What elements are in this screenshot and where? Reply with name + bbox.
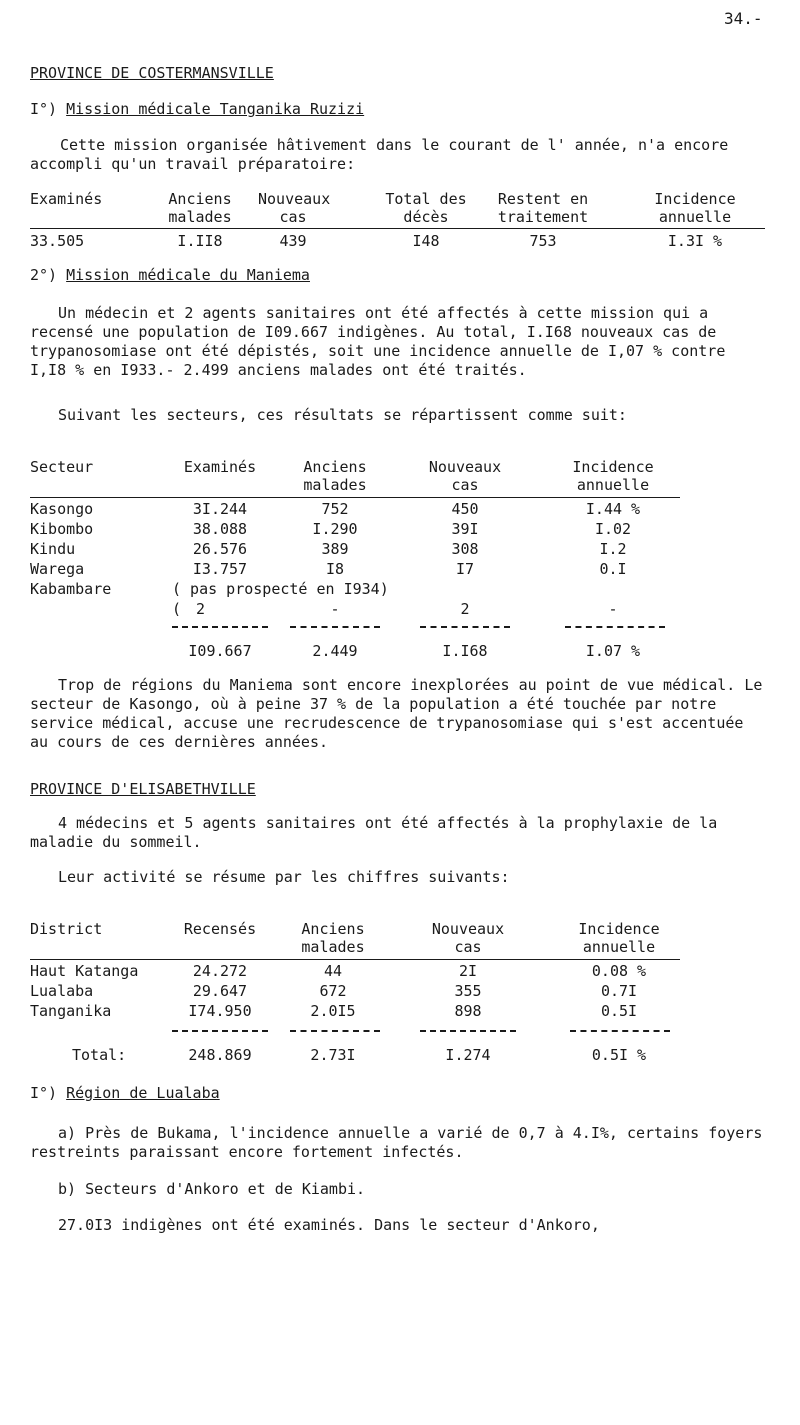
elisabethville-paragraph-2: Leur activité se résume par les chiffres suivants: bbox=[58, 868, 510, 886]
cell-incidence: I.44 % bbox=[585, 500, 641, 518]
mission-1-number: I°) bbox=[30, 100, 58, 118]
cell-examines: 33.505 bbox=[30, 232, 85, 250]
cell-incidence: 0.5I bbox=[600, 1002, 638, 1020]
total-nouveaux: I.I68 bbox=[442, 642, 488, 660]
cell-incidence: I.3I % bbox=[667, 232, 723, 250]
divider bbox=[290, 626, 380, 628]
mission-2-paragraph-1: Un médecin et 2 agents sanitaires ont été affectés à cette mission qui a recensé une population de I09.667 indigènes. Au total, I.I68 nouveaux cas de trypanosomiase ont été dépistés, soit une incidence annuelle de I,07 % contre I,I8 % en I933.- 2.499 anciens malades ont été traités. bbox=[30, 304, 726, 379]
col-header-examines: Examinés bbox=[30, 190, 103, 208]
cell-nouveaux: 450 bbox=[451, 500, 479, 518]
cell-anciens: I.II8 bbox=[177, 232, 223, 250]
col-header-restent-traitement: Restent en traitement bbox=[497, 190, 589, 226]
col-header-incidence: Incidence annuelle bbox=[578, 920, 660, 956]
cell-anciens: 44 bbox=[323, 962, 343, 980]
cell-examines: I3.757 bbox=[192, 560, 248, 578]
total-nouveaux: I.274 bbox=[445, 1046, 491, 1064]
mission-2-heading bbox=[30, 266, 310, 284]
kabambare-paren: ( bbox=[172, 600, 182, 618]
cell-district: Haut Katanga bbox=[30, 962, 139, 980]
col-header-incidence: Incidence annuelle bbox=[654, 190, 736, 226]
cell-anciens: I8 bbox=[325, 560, 345, 578]
region-heading bbox=[30, 1084, 220, 1102]
cell-examines: 2 bbox=[196, 600, 206, 618]
cell-secteur: Warega bbox=[30, 560, 85, 578]
divider bbox=[420, 626, 510, 628]
cell-anciens: 2.0I5 bbox=[310, 1002, 356, 1020]
cell-nouveaux: 439 bbox=[279, 232, 307, 250]
col-header-nouveaux-cas: Nouveaux cas bbox=[428, 458, 502, 494]
mission-1-title: Mission médicale Tanganika Ruzizi bbox=[66, 100, 365, 118]
col-header-total-deces: Total des décès bbox=[385, 190, 467, 226]
col-header-anciens-malades: Anciens malades bbox=[301, 920, 365, 956]
col-header-secteur: Secteur bbox=[30, 458, 94, 476]
mission-1-paragraph: Cette mission organisée hâtivement dans le courant de l' année, n'a encore accompli qu'un travail préparatoire: bbox=[30, 136, 729, 173]
cell-incidence: 0.I bbox=[599, 560, 627, 578]
province-heading-costermansville: PROVINCE DE COSTERMANSVILLE bbox=[30, 64, 274, 82]
table-rule bbox=[30, 959, 680, 960]
divider bbox=[290, 1030, 380, 1032]
province-heading-elisabethville: PROVINCE D'ELISABETHVILLE bbox=[30, 780, 256, 798]
divider bbox=[172, 626, 268, 628]
total-incidence: I.07 % bbox=[585, 642, 641, 660]
mission-2-number: 2°) bbox=[30, 266, 58, 284]
cell-nouveaux: 898 bbox=[454, 1002, 482, 1020]
page-number: 34.- bbox=[724, 9, 763, 28]
mission-2-paragraph-3: Trop de régions du Maniema sont encore inexplorées au point de vue médical. Le secteur de Kasongo, où à peine 37 % de la population a été touchée par notre service médical, accuse une recrudescence de trypanosomiase qui s'est accentuée au cours de ces dernières années. bbox=[30, 676, 763, 751]
cell-deces: I48 bbox=[412, 232, 440, 250]
region-item-b: b) Secteurs d'Ankoro et de Kiambi. bbox=[58, 1180, 366, 1198]
cell-secteur: Kabambare bbox=[30, 580, 112, 598]
total-incidence: 0.5I % bbox=[591, 1046, 647, 1064]
col-header-incidence: Incidence annuelle bbox=[572, 458, 654, 494]
region-item-a: a) Près de Bukama, l'incidence annuelle a varié de 0,7 à 4.I%, certains foyers restreints paraissant encore fortement infectés. bbox=[30, 1124, 763, 1161]
cell-nouveaux: I7 bbox=[455, 560, 475, 578]
cell-examines: 38.088 bbox=[192, 520, 248, 538]
cell-incidence: 0.08 % bbox=[591, 962, 647, 980]
cell-incidence: 0.7I bbox=[600, 982, 638, 1000]
cell-nouveaux: 2 bbox=[460, 600, 470, 618]
region-last-line: 27.0I3 indigènes ont été examinés. Dans le secteur d'Ankoro, bbox=[58, 1216, 600, 1234]
total-recenses: 248.869 bbox=[188, 1046, 252, 1064]
cell-secteur: Kasongo bbox=[30, 500, 94, 518]
table-rule bbox=[30, 228, 765, 229]
cell-anciens: - bbox=[330, 600, 340, 618]
region-number: I°) bbox=[30, 1084, 58, 1102]
cell-incidence: I.2 bbox=[599, 540, 627, 558]
elisabethville-paragraph-1: 4 médecins et 5 agents sanitaires ont été affectés à la prophylaxie de la maladie du sommeil. bbox=[30, 814, 718, 851]
total-anciens: 2.73I bbox=[310, 1046, 356, 1064]
cell-recenses: 24.272 bbox=[192, 962, 248, 980]
cell-examines: 26.576 bbox=[192, 540, 248, 558]
cell-nouveaux: 308 bbox=[451, 540, 479, 558]
divider bbox=[570, 1030, 670, 1032]
cell-nouveaux: 39I bbox=[451, 520, 479, 538]
mission-2-title: Mission médicale du Maniema bbox=[66, 266, 310, 284]
cell-district: Lualaba bbox=[30, 982, 94, 1000]
col-header-nouveaux-cas: Nouveaux cas bbox=[258, 190, 331, 226]
kabambare-note: ( pas prospecté en I934) bbox=[172, 580, 389, 598]
col-header-anciens-malades: Anciens malades bbox=[168, 190, 232, 226]
cell-examines: 3I.244 bbox=[192, 500, 248, 518]
col-header-district: District bbox=[30, 920, 103, 938]
cell-district: Tanganika bbox=[30, 1002, 112, 1020]
cell-incidence: - bbox=[608, 600, 618, 618]
total-label: Total: bbox=[72, 1046, 127, 1064]
cell-anciens: 389 bbox=[321, 540, 349, 558]
table-rule bbox=[30, 497, 680, 498]
cell-recenses: 29.647 bbox=[192, 982, 248, 1000]
col-header-anciens-malades: Anciens malades bbox=[303, 458, 367, 494]
cell-secteur: Kibombo bbox=[30, 520, 94, 538]
cell-nouveaux: 2I bbox=[458, 962, 478, 980]
divider bbox=[172, 1030, 268, 1032]
cell-secteur: Kindu bbox=[30, 540, 76, 558]
cell-anciens: I.290 bbox=[312, 520, 358, 538]
cell-incidence: I.02 bbox=[594, 520, 632, 538]
cell-anciens: 672 bbox=[319, 982, 347, 1000]
cell-anciens: 752 bbox=[321, 500, 349, 518]
total-anciens: 2.449 bbox=[312, 642, 358, 660]
cell-recenses: I74.950 bbox=[188, 1002, 252, 1020]
col-header-nouveaux-cas: Nouveaux cas bbox=[431, 920, 505, 956]
col-header-recenses: Recensés bbox=[183, 920, 257, 938]
mission-2-paragraph-2: Suivant les secteurs, ces résultats se répartissent comme suit: bbox=[58, 406, 627, 424]
total-examines: I09.667 bbox=[188, 642, 252, 660]
divider bbox=[565, 626, 665, 628]
divider bbox=[420, 1030, 516, 1032]
col-header-examines: Examinés bbox=[183, 458, 257, 476]
cell-nouveaux: 355 bbox=[454, 982, 482, 1000]
cell-traitement: 753 bbox=[529, 232, 557, 250]
mission-1-heading bbox=[30, 100, 364, 118]
region-title: Région de Lualaba bbox=[66, 1084, 220, 1102]
